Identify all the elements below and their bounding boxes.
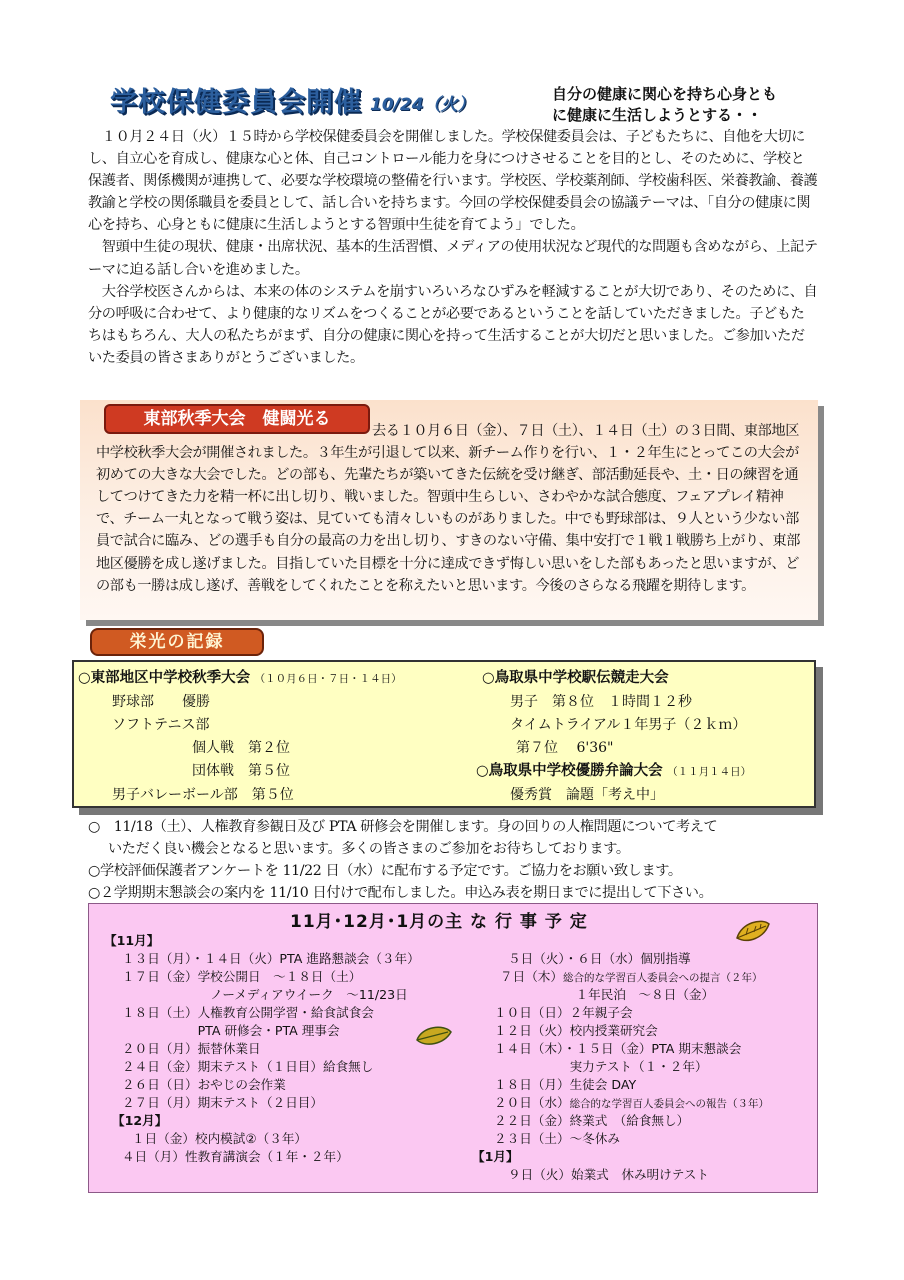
schedule-item: ノーメディアウイーク ～11/23日: [122, 987, 408, 1002]
record-event-dates: （１１月１４日）: [667, 766, 752, 778]
page-title: 学校保健委員会開催: [110, 87, 362, 118]
meeting-date: 10/24（火）: [370, 95, 475, 115]
schedule-item: ５日（火）・６日（水）個別指導: [508, 951, 691, 966]
schedule-item: ９日（火）始業式 休み明けテスト: [508, 1167, 709, 1182]
notices: [88, 816, 828, 904]
schedule-item: ２３日（土）～冬休み: [494, 1131, 620, 1146]
record-item: 男子 第８位 １時間１２秒: [510, 694, 692, 710]
schedule-item: １４日（木）・１５日（金）PTA 期末懇談会: [494, 1041, 742, 1056]
schedule-item: [500, 968, 762, 987]
motto-line-2: に健康に生活しようとする・・: [552, 106, 763, 124]
records-heading: 栄光の記録: [90, 628, 264, 656]
record-event-title: ○東部地区中学校秋季大会: [78, 670, 251, 686]
sports-article-text: 去る１０月６日（金）、７日（土）、１４日（土）の３日間、東部地区中学校秋季大会が開催されました。３年生が引退して以来、新チーム作りを行い、１・２年生にとってこの大会が初めての大きな大会でした。どの部も、先輩たちが築いてきた伝統を受け継ぎ、部活動延長や、土・日の練習を通してつけてきた力を精一杯に出し切り、戦いました。智頭中生らしい、さわやかな試合態度、フェアプレイ精神で、チーム一丸となって戦う姿は、見ていても清々しいものがありました。中でも野球部は、９人という少ない部員で試合に臨み、どの選手も自分の最高の力を出し切り、すきのない守備、集中安打で１戦１戦勝ち上がり、東部地区優勝を成し遂げました。目指していた目標を十分に達成できず悔しい思いをした部もあったと思いますが、どの部も一勝は成し遂げ、善戦をしてくれたことを称えたいと思います。今後のさらなる飛躍を期待します。: [96, 423, 801, 594]
schedule-item: PTA 研修会・PTA 理事会: [122, 1023, 340, 1038]
schedule-item: １２日（火）校内授業研究会: [494, 1023, 658, 1038]
leaf-icon: [734, 918, 772, 946]
schedule-item: ２２日（金）終業式 （給食無し）: [494, 1113, 690, 1128]
committee-report: [88, 126, 818, 369]
notice-item: いただく良い機会となると思います。多くの皆さまのご参加をお待ちしております。: [108, 841, 630, 858]
record-item: 第７位 6'36": [516, 740, 614, 756]
notice-item: ○２学期期末懇談会の案内を 11/10 日付けで配布しました。申込み表を期日までに提出して下さい。: [88, 885, 713, 902]
record-item: ソフトテニス部: [112, 717, 210, 733]
schedule-item: １年民泊 ～８日（金）: [500, 987, 715, 1002]
schedule-item: １７日（金）学校公開日 ～１８日（土）: [122, 969, 362, 984]
notice-item: ○ 11/18（土）、人権教育参観日及び PTA 研修会を開催します。身の回りの人権問題について考えて: [88, 819, 718, 835]
leaf-icon: [414, 1022, 454, 1050]
schedule-item: １３日（月）・１４日（火）PTA 進路懇談会（３年）: [122, 951, 420, 966]
schedule-item: １８日（土）人権教育公開学習・給食試食会: [122, 1005, 374, 1020]
schedule-item: ２７日（月）期末テスト（２日目）: [122, 1095, 323, 1110]
schedule-item: ４日（月）性教育講演会（１年・２年）: [122, 1149, 349, 1164]
record-event-dates: （１０月６日・７日・１４日）: [254, 673, 402, 685]
record-item: 男子バレーボール部 第５位: [112, 787, 294, 803]
record-event-autumn: [78, 666, 402, 691]
schedule-title: 11月･12月･1月の主 な 行 事 予 定: [290, 912, 588, 932]
report-paragraph: 智頭中生徒の現状、健康・出席状況、基本的生活習慣、メディアの使用状況など現代的な問題も含めながら、上記テーマに迫る話し合いを進めました。: [88, 239, 818, 278]
schedule-month-label: 【12月】: [112, 1113, 168, 1128]
sports-article-badge: 東部秋季大会 健闘光る: [104, 404, 370, 434]
schedule-item: １０日（日）２年親子会: [494, 1005, 633, 1020]
schedule-month-label: 【11月】: [104, 933, 160, 948]
schedule-item-detail: 総合的な学習百人委員会への提言（２年）: [562, 972, 763, 984]
schedule-item: １８日（月）生徒会 DAY: [494, 1077, 637, 1092]
record-item: タイムトライアル１年男子（２ｋｍ）: [510, 717, 747, 733]
record-item: 野球部 優勝: [112, 694, 210, 710]
record-event-ekiden: ○鳥取県中学校駅伝競走大会: [482, 670, 669, 686]
schedule-item-date: ７日（木）: [500, 969, 563, 984]
notice-item: ○学校評価保護者アンケートを 11/22 日（水）に配布する予定です。ご協力をお願い致します。: [88, 863, 682, 880]
schedule-item: １日（金）校内模試②（３年）: [132, 1131, 308, 1146]
record-event-speech: [476, 759, 751, 784]
schedule-item: ２６日（日）おやじの会作業: [122, 1077, 286, 1092]
schedule-item: ２０日（月）振替休業日: [122, 1041, 261, 1056]
motto-line-1: 自分の健康に関心を持ち心身とも: [552, 85, 778, 103]
record-item: 個人戦 第２位: [192, 740, 290, 756]
record-event-title: ○鳥取県中学校優勝弁論大会: [476, 763, 663, 779]
theme-motto: [552, 84, 777, 126]
record-item: 優秀賞 論題「考え中」: [510, 787, 664, 803]
report-paragraph: 大谷学校医さんからは、本来の体のシステムを崩すいろいろなひずみを軽減することが大切であり、そのために、自分の呼吸に合わせて、より健康的なリズムをつくることが必要であるということを話していただきました。子どもたちはもちろん、大人の私たちがまず、自分の健康に関心を持って生活することが大切だと思いました。ご参加いただいた委員の皆さまありがとうございました。: [88, 283, 818, 366]
schedule-item: ２４日（金）期末テスト（１日目）給食無し: [122, 1059, 374, 1074]
schedule-item: [494, 1094, 769, 1113]
schedule-month-label: 【1月】: [472, 1149, 519, 1164]
schedule-item-date: ２０日（水）: [494, 1095, 570, 1110]
report-paragraph: １０月２４日（火）１５時から学校保健委員会を開催しました。学校保健委員会は、子どもたちに、自他を大切にし、自立心を育成し、健康な心と体、自己コントロール能力を身につけさせることを目的とし、そのために、学校と保護者、関係機関が連携して、必要な学校環境の整備を行います。学校医、学校薬剤師、学校歯科医、栄養教諭、養護教諭と学校の関係職員を委員として、話し合いを持ちます。今回の学校保健委員会の協議テーマは、「自分の健康に関心を持ち、心身ともに健康に生活しようとする智頭中生徒を育てよう」でした。: [88, 129, 818, 234]
record-item: 団体戦 第５位: [192, 763, 290, 779]
schedule-item: 実力テスト（１・２年）: [494, 1059, 708, 1074]
schedule-item-detail: 総合的な学習百人委員会への報告（３年）: [569, 1098, 770, 1110]
